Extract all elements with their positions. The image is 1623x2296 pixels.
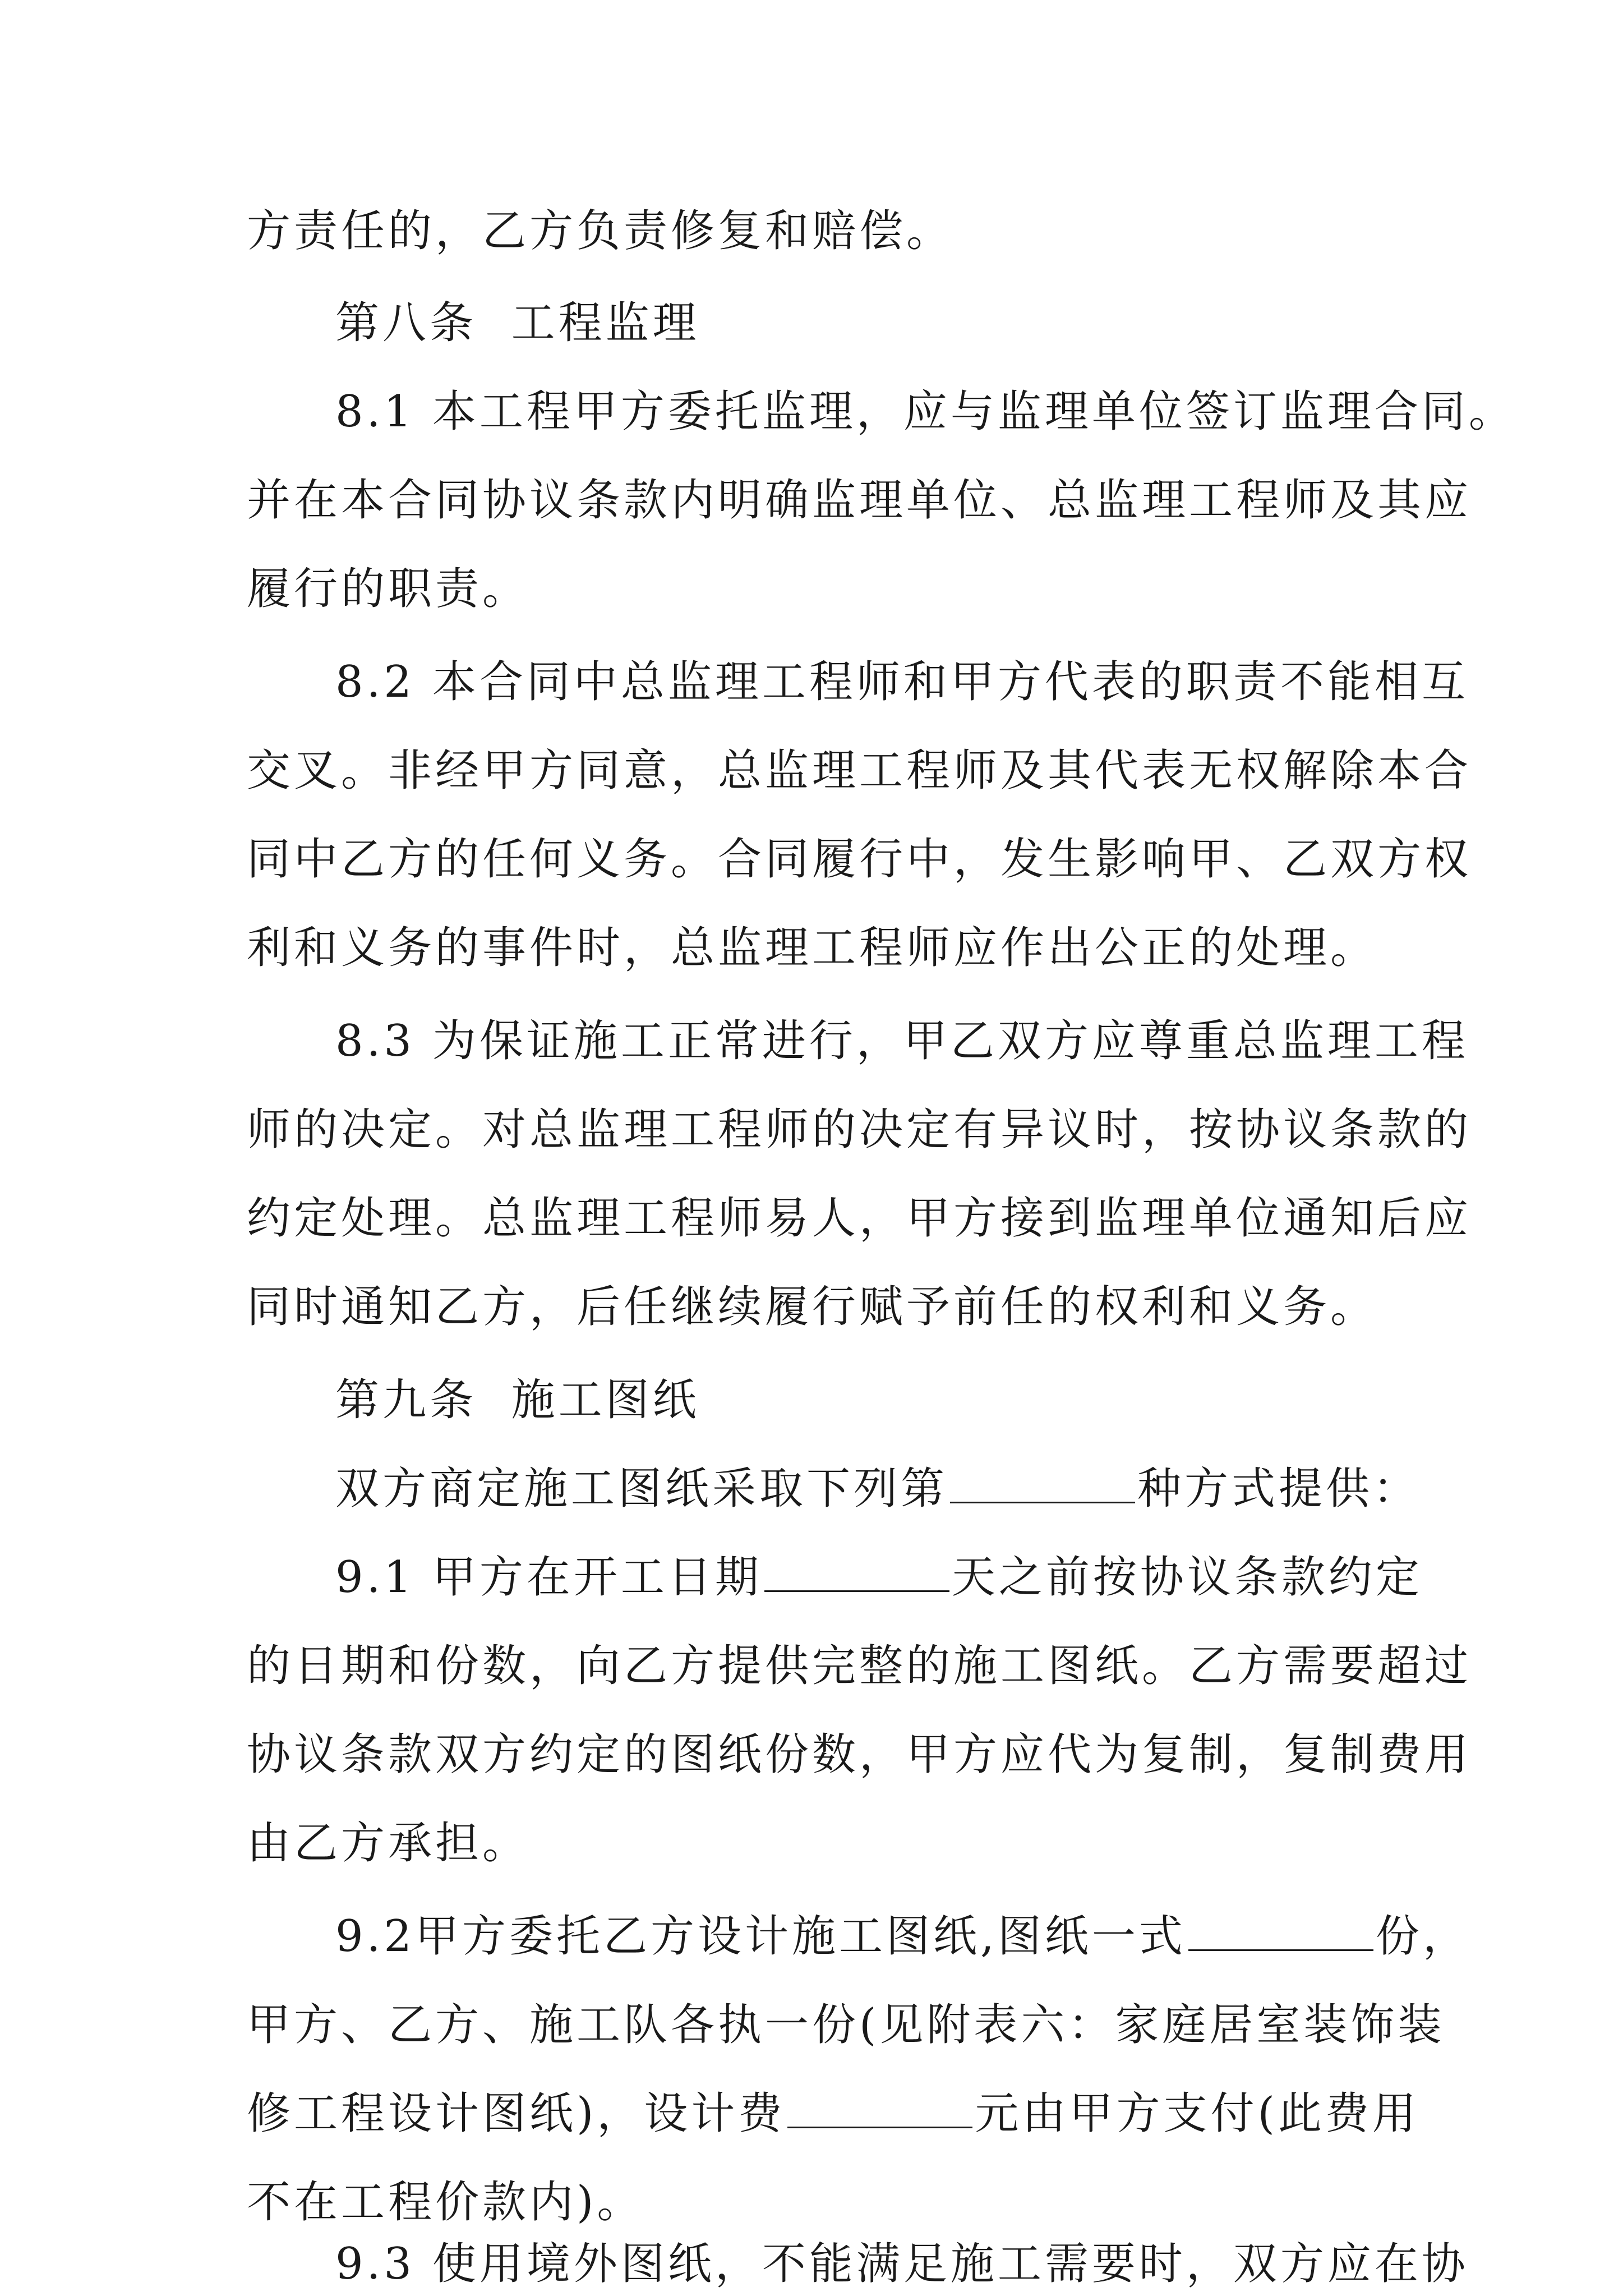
fill-in-blank: [764, 1551, 949, 1592]
text-line: [247, 1102, 1623, 1158]
text-line: [247, 2086, 1623, 2142]
text-line: [247, 1190, 1623, 1246]
text-line: [247, 920, 1623, 976]
line-text: 的日期和份数，向乙方提供完整的施工图纸。乙方需要超过: [247, 1641, 1472, 1691]
line-text: 利和义务的事件时，总监理工程师应作出公正的处理。: [247, 923, 1378, 973]
line-text: 种方式提供：: [1137, 1464, 1421, 1514]
text-line: [247, 561, 1623, 617]
line-text: 修工程设计图纸)，设计费: [247, 2088, 786, 2139]
text-line: [247, 1727, 1623, 1783]
text-line: [247, 1638, 1623, 1694]
text-line: [247, 743, 1623, 799]
line-text: 方责任的，乙方负责修复和赔偿。: [247, 206, 954, 256]
line-text: 9.3 使用境外图纸，不能满足施工需要时，双方应在协: [335, 2239, 1469, 2289]
line-text: 8.2 本合同中总监理工程师和甲方代表的职责不能相互: [335, 657, 1469, 707]
clause-9-2: [335, 1908, 1623, 1964]
fill-in-blank: [950, 1462, 1135, 1503]
line-text: 并在本合同协议条款内明确监理单位、总监理工程师及其应: [247, 475, 1472, 526]
section-heading-8: [335, 295, 1623, 351]
line-text: 9.1 甲方在开工日期: [335, 1552, 762, 1603]
fill-in-blank: [787, 2087, 972, 2128]
line-text: 甲方、乙方、施工队各执一份(见附表六：家庭居室装饰装: [247, 2000, 1445, 2050]
line-text: 元由甲方支付(此费用: [975, 2088, 1419, 2139]
line-text: 同时通知乙方，后任继续履行赋予前任的权利和义务。: [247, 1282, 1378, 1332]
line-text: 份，: [1375, 1911, 1470, 1962]
line-text: 履行的职责。: [247, 564, 530, 614]
line-text: 协议条款双方约定的图纸份数，甲方应代为复制，复制费用: [247, 1729, 1472, 1780]
section-heading-9: [335, 1372, 1623, 1428]
text-line: [247, 472, 1623, 528]
line-text: 由乙方承担。: [247, 1818, 530, 1869]
line-text: 约定处理。总监理工程师易人，甲方接到监理单位通知后应: [247, 1193, 1472, 1244]
line-text: 第九条 施工图纸: [335, 1375, 700, 1425]
line-text: 同中乙方的任何义务。合同履行中，发生影响甲、乙双方权: [247, 834, 1472, 885]
fill-in-blank: [1188, 1910, 1373, 1951]
line-text: 天之前按协议条款约定: [951, 1552, 1423, 1603]
line-text: 第八条 工程监理: [335, 298, 700, 348]
text-line: [247, 831, 1623, 887]
clause-8-1: [335, 384, 1623, 440]
text-line: [247, 1815, 1623, 1871]
line-text: 交叉。非经甲方同意，总监理工程师及其代表无权解除本合: [247, 746, 1472, 796]
line-text: 8.3 为保证施工正常进行，甲乙双方应尊重总监理工程: [335, 1016, 1469, 1066]
clause-8-2: [335, 654, 1623, 710]
text-line: [247, 203, 1623, 259]
clause-9-1: [335, 1549, 1623, 1605]
line-text: 不在工程价款内)。: [247, 2177, 644, 2228]
clause-9-intro: [335, 1461, 1623, 1517]
text-line: [247, 1997, 1623, 2053]
text-line: [247, 1279, 1623, 1335]
clause-8-3: [335, 1013, 1623, 1069]
line-text: 师的决定。对总监理工程师的决定有异议时，按协议条款的: [247, 1105, 1472, 1155]
line-text: 9.2甲方委托乙方设计施工图纸,图纸一式: [335, 1911, 1186, 1962]
clause-9-3: [335, 2236, 1623, 2292]
line-text: 双方商定施工图纸采取下列第: [335, 1464, 948, 1514]
text-line: [247, 2174, 1623, 2230]
line-text: 8.1 本工程甲方委托监理，应与监理单位签订监理合同。: [335, 386, 1516, 437]
